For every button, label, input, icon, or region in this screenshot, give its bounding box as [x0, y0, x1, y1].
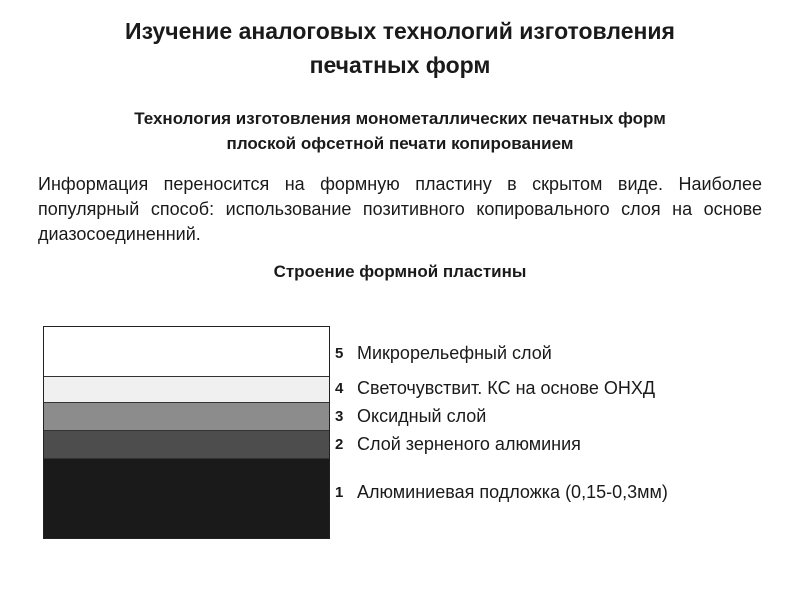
layer-5-block [44, 327, 329, 377]
layer-4-number: 4 [335, 379, 344, 397]
plate-diagram [43, 326, 330, 539]
layer-2-label: Слой зерненого алюминия [357, 433, 581, 454]
layer-5-label: Микрорельефный слой [357, 342, 552, 363]
layer-3-block [44, 403, 329, 431]
subtitle-line-1: Технология изготовления монометаллических печатных форм [134, 109, 666, 128]
layer-3-label: Оксидный слой [357, 405, 487, 426]
layer-1-block [44, 459, 329, 539]
layer-4-row [335, 376, 655, 400]
layer-2-row [335, 432, 581, 456]
layer-1-number: 1 [335, 483, 344, 501]
layer-4-label: Светочувствит. КС на основе ОНХД [357, 377, 656, 398]
page-title [0, 14, 800, 82]
layer-5-row [335, 341, 552, 365]
layer-3-number: 3 [335, 407, 344, 425]
layer-2-block [44, 431, 329, 459]
description-paragraph: Информация переносится на формную пластину в скрытом виде. Наиболее популярный способ: использование позитивного копировального слоя на основе диазосоединенний. [38, 174, 762, 244]
layer-3-row [335, 404, 486, 428]
subtitle [0, 106, 800, 156]
layer-1-label: Алюминиевая подложка (0,15-0,3мм) [357, 481, 668, 502]
layer-1-row [335, 480, 668, 504]
subtitle-line-2: плоской офсетной печати копированием [226, 134, 574, 153]
title-line-1: Изучение аналоговых технологий изготовления [125, 18, 675, 44]
layer-2-number: 2 [335, 435, 344, 453]
section-heading: Строение формной пластины [273, 262, 527, 281]
layer-5-number: 5 [335, 344, 344, 362]
title-line-2: печатных форм [309, 52, 491, 78]
layer-4-block [44, 377, 329, 403]
